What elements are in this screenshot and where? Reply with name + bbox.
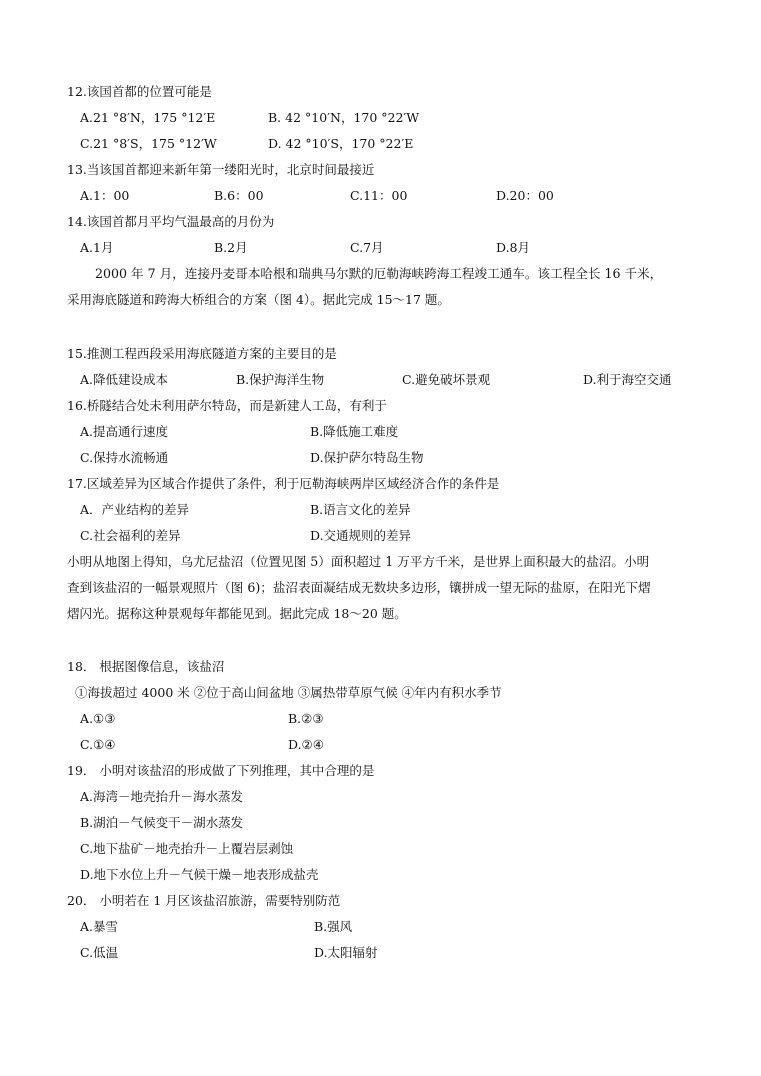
question-20-stem: 20． 小明若在 1 月区该盐沼旅游，需要特别防范: [67, 893, 341, 908]
question-19-option-c: C.地下盐矿－地壳抬升－上覆岩层剥蚀: [80, 841, 294, 856]
question-19-option-d: D.地下水位上升－气候干燥－地表形成盐壳: [80, 867, 319, 882]
passage-1-line-2: 采用海底隧道和跨海大桥组合的方案（图 4）。据此完成 15～17 题。: [67, 292, 450, 307]
question-20-option-b: B.强风: [314, 919, 353, 934]
question-18-statements: ①海拔超过 4000 米 ②位于高山间盆地 ③属热带草原气候 ④年内有积水季节: [75, 685, 502, 700]
question-12-option-d: D. 42 °10′S，170 °22′E: [268, 136, 414, 151]
question-20-option-d: D.太阳辐射: [314, 945, 378, 960]
passage-2-line-1: 小明从地图上得知，乌尤尼盐沼（位置见图 5）面积超过 1 万平方千米，是世界上面积最大的盐沼。小明: [67, 554, 650, 569]
question-15-option-b: B.保护海洋生物: [236, 372, 325, 387]
question-18-option-d: D.②④: [288, 737, 324, 752]
question-12-option-a: A.21 °8′N，175 °12′E: [80, 110, 216, 125]
question-20-option-c: C.低温: [80, 945, 119, 960]
question-19-stem: 19． 小明对该盐沼的形成做了下列推理，其中合理的是: [67, 763, 375, 778]
question-16-stem: 16.桥隧结合处未利用萨尔特岛，而是新建人工岛，有利于: [67, 398, 387, 413]
question-16-option-a: A.提高通行速度: [80, 424, 169, 439]
question-18-option-a: A.①③: [80, 711, 116, 726]
question-14-option-d: D.8月: [496, 240, 531, 255]
question-13-stem: 13.当该国首都迎来新年第一缕阳光时，北京时间最接近: [67, 162, 375, 177]
question-12-option-b: B. 42 °10′N，170 °22′W: [268, 110, 420, 125]
question-13-option-b: B.6：00: [214, 188, 264, 203]
question-13-option-a: A.1：00: [80, 188, 130, 203]
question-18-option-c: C.①④: [80, 737, 116, 752]
question-16-option-c: C.保持水流畅通: [80, 450, 169, 465]
question-15-stem: 15.推测工程西段采用海底隧道方案的主要目的是: [67, 346, 337, 361]
question-15-option-c: C.避免破坏景观: [402, 372, 491, 387]
question-19-option-a: A.海湾－地壳抬升－海水蒸发: [80, 789, 244, 804]
question-16-option-d: D.保护萨尔特岛生物: [310, 450, 424, 465]
question-20-option-a: A.暴雪: [80, 919, 119, 934]
question-17-option-d: D.交通规则的差异: [310, 528, 412, 543]
question-19-option-b: B.湖泊－气候变干－湖水蒸发: [80, 815, 244, 830]
question-17-option-c: C.社会福利的差异: [80, 528, 181, 543]
question-12-option-c: C.21 °8′S，175 °12′W: [80, 136, 217, 151]
question-14-option-a: A.1月: [80, 240, 114, 255]
question-17-option-a: A．产业结构的差异: [80, 502, 190, 517]
passage-2-line-2: 查到该盐沼的一幅景观照片（图 6)；盐沼表面凝结成无数块多边形，镶拼成一望无际的盐原，在阳光下熠: [67, 580, 651, 595]
passage-1-line-1: 2000 年 7 月，连接丹麦哥本哈根和瑞典马尔默的厄勒海峡跨海工程竣工通车。该工程全长 16 千米，: [95, 266, 663, 281]
question-17-option-b: B.语言文化的差异: [310, 502, 411, 517]
question-13-option-c: C.11：00: [350, 188, 408, 203]
question-12-stem: 12.该国首都的位置可能是: [67, 84, 212, 99]
question-13-option-d: D.20：00: [496, 188, 554, 203]
question-15-option-d: D.利于海空交通: [583, 372, 672, 387]
question-14-option-b: B.2月: [214, 240, 248, 255]
passage-2-line-3: 熠闪光。据称这种景观每年都能见到。据此完成 18～20 题。: [67, 606, 407, 621]
question-18-option-b: B.②③: [288, 711, 324, 726]
question-15-option-a: A.降低建设成本: [80, 372, 169, 387]
question-16-option-b: B.降低施工难度: [310, 424, 399, 439]
question-14-stem: 14.该国首都月平均气温最高的月份为: [67, 214, 275, 229]
question-14-option-c: C.7月: [350, 240, 384, 255]
question-17-stem: 17.区域差异为区域合作提供了条件，利于厄勒海峡两岸区域经济合作的条件是: [67, 476, 500, 491]
question-18-stem: 18． 根据图像信息，该盐沼: [67, 659, 225, 674]
